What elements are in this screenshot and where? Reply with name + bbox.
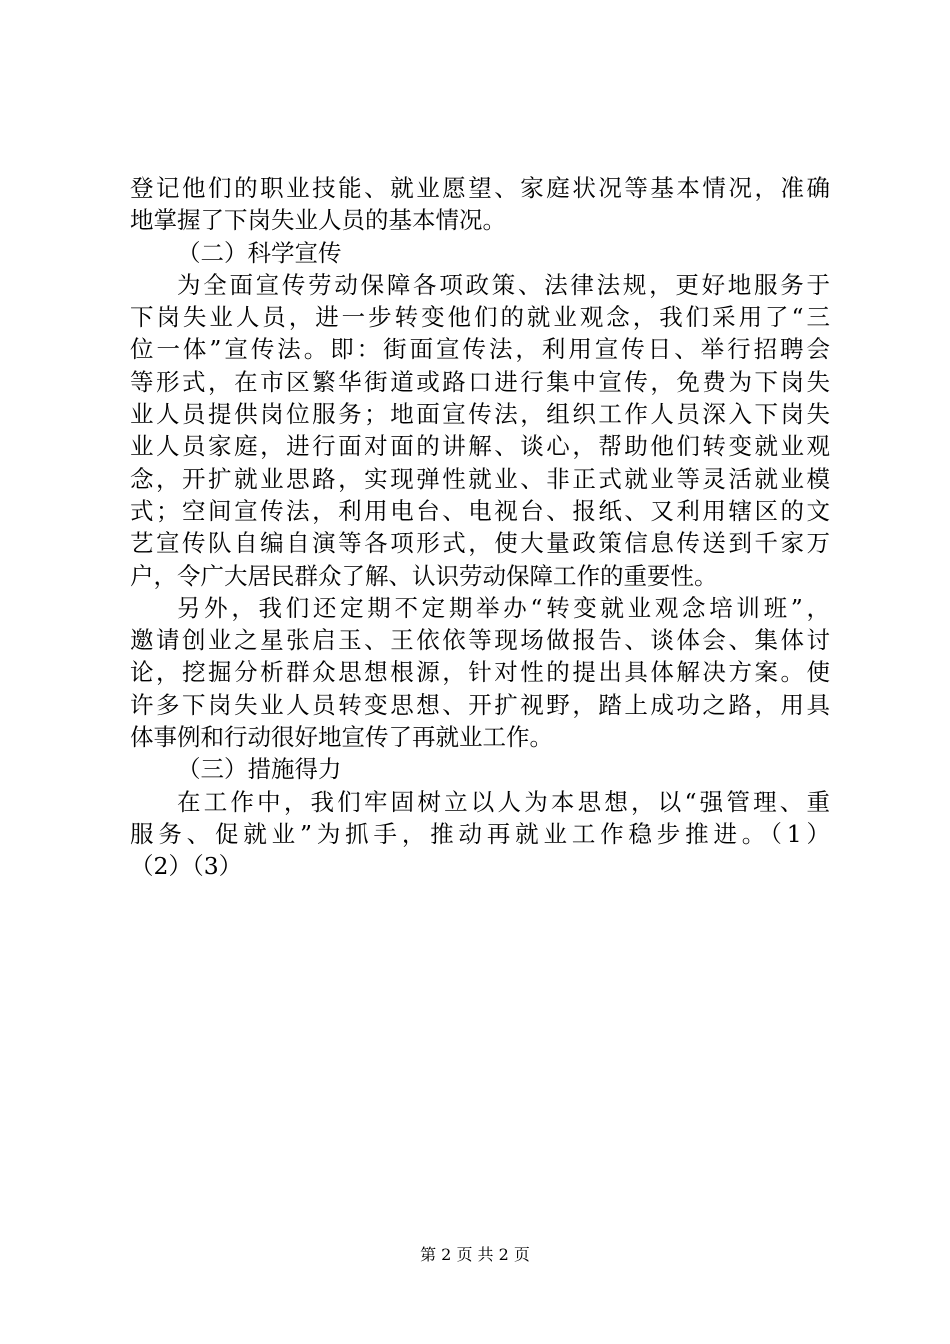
text-line: 业人员家庭，进行面对面的讲解、谈心，帮助他们转变就业观 xyxy=(130,432,830,461)
text-line: 邀请创业之星张启玉、王依依等现场做报告、谈体会、集体讨 xyxy=(130,626,830,655)
text-line: 念，开扩就业思路，实现弹性就业、非正式就业等灵活就业模 xyxy=(130,464,830,493)
text-line: 地掌握了下岗失业人员的基本情况。 xyxy=(130,206,506,235)
text-line: 另外，我们还定期不定期举办“转变就业观念培训班”， xyxy=(177,593,830,622)
text-line: 体事例和行动很好地宣传了再就业工作。 xyxy=(130,723,553,752)
text-line: 在工作中，我们牢固树立以人为本思想，以“强管理、重 xyxy=(177,787,830,816)
text-line: 为全面宣传劳动保障各项政策、法律法规，更好地服务于 xyxy=(177,270,830,299)
text-line: 位一体”宣传法。即：街面宣传法，利用宣传日、举行招聘会 xyxy=(130,335,830,364)
text-line: 艺宣传队自编自演等各项形式，使大量政策信息传送到千家万 xyxy=(130,529,830,558)
text-line: 论，挖掘分析群众思想根源，针对性的提出具体解决方案。使 xyxy=(130,658,830,687)
text-line: （三）措施得力 xyxy=(177,755,342,784)
text-line: 登记他们的职业技能、就业愿望、家庭状况等基本情况，准确 xyxy=(130,174,830,202)
text-line: 户，令广大居民群众了解、认识劳动保障工作的重要性。 xyxy=(130,561,718,590)
text-line: 式；空间宣传法，利用电台、电视台、报纸、又利用辖区的文 xyxy=(130,496,830,525)
text-line: 等形式，在市区繁华街道或路口进行集中宣传，免费为下岗失 xyxy=(130,367,830,396)
text-line: （二）科学宣传 xyxy=(177,238,342,267)
page-footer xyxy=(0,1245,950,1265)
text-line: 业人员提供岗位服务；地面宣传法，组织工作人员深入下岗失 xyxy=(130,400,830,429)
text-line: （2）（3） xyxy=(130,852,243,881)
page-number-label: 第 2 页 共 2 页 xyxy=(420,1245,530,1264)
document-body xyxy=(130,172,830,883)
text-line: 下岗失业人员，进一步转变他们的就业观念，我们采用了“三 xyxy=(130,303,830,332)
text-line: 服务、促就业”为抓手，推动再就业工作稳步推进。（1） xyxy=(130,819,830,848)
text-line: 许多下岗失业人员转变思想、开扩视野，踏上成功之路，用具 xyxy=(130,690,830,719)
